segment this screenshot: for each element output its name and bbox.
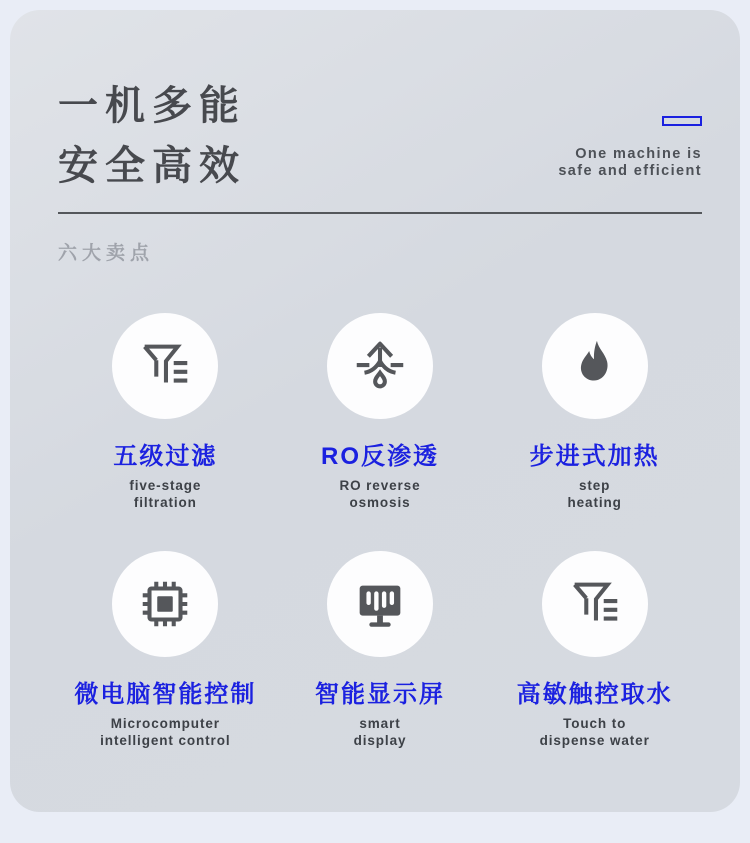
flame-icon [564,335,626,397]
feature-item-heating [487,313,702,511]
feature-title: 五级过滤 [113,443,218,470]
feature-item-ro [273,313,488,511]
feature-title: 步进式加热 [529,443,660,470]
feature-icon-circle [112,551,218,657]
microchip-icon [134,573,196,635]
tagline-line2: safe and efficient [558,163,702,179]
touch-funnel-icon [564,573,626,635]
feature-subtitle [339,478,420,511]
feature-subtitle-line2: osmosis [349,494,411,510]
section-label: 六大卖点 [58,243,155,264]
page-title-line1: 一机多能 [58,84,246,128]
blue-dash-icon [662,116,702,126]
feature-icon-circle [327,551,433,657]
feature-grid [58,313,702,749]
feature-title: 高敏触控取水 [516,681,673,708]
feature-icon-circle [542,551,648,657]
feature-subtitle [568,478,622,511]
feature-subtitle-line2: dispense water [539,732,650,748]
divider-line [58,212,702,214]
tagline-block [558,116,702,180]
feature-subtitle [100,716,230,749]
feature-subtitle-line2: filtration [133,494,197,510]
feature-item-touch-dispense [487,551,702,749]
tagline-line1: One machine is [575,146,702,162]
feature-title: 智能显示屏 [314,681,445,708]
ro-membrane-icon [349,335,411,397]
feature-icon-circle [542,313,648,419]
feature-subtitle-line2: display [353,732,407,748]
tagline [558,146,702,180]
funnel-filter-icon [134,335,196,397]
feature-subtitle-line1: Touch to [563,716,627,731]
feature-subtitle-line1: five-stage [129,478,202,493]
feature-item-display [273,551,488,749]
feature-subtitle-line1: RO reverse [339,478,421,493]
header [58,76,702,196]
feature-item-microcomputer [58,551,273,749]
feature-subtitle-line1: step [578,478,611,493]
feature-subtitle-line1: Microcomputer [110,716,220,731]
page-title [58,76,246,196]
smart-display-icon [349,573,411,635]
feature-icon-circle [112,313,218,419]
page-title-line2: 安全高效 [58,144,246,188]
feature-subtitle [540,716,650,749]
feature-subtitle-line2: intelligent control [100,732,231,748]
feature-subtitle [354,716,407,749]
feature-title: RO反渗透 [320,443,439,470]
feature-subtitle [129,478,201,511]
feature-subtitle-line2: heating [567,494,622,510]
feature-item-filtration [58,313,273,511]
feature-title: 微电脑智能控制 [74,681,257,708]
feature-icon-circle [327,313,433,419]
promo-card [10,10,740,812]
feature-subtitle-line1: smart [359,716,401,731]
